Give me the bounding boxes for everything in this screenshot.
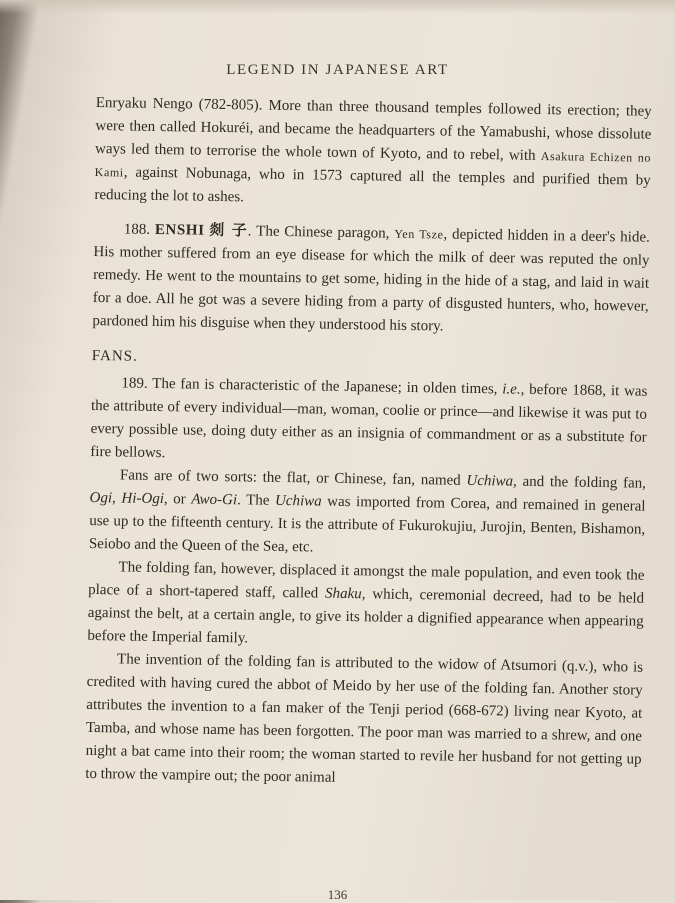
- entry-188-number: 188.: [123, 221, 151, 238]
- entry-188-kanji: 剡 子: [209, 220, 248, 240]
- fans-paragraph-4: The invention of the folding fan is attributed to the widow of Atsumori (q.v.), who is credited with having cured the abbot of Meido by her use of the folding fan. Another story attributes the invention to a fan maker of the Tenji period (668-672) living near Kyoto, at Tamba, and whose name has been forgotten. The poor man was married to a shrew, and one night a bat came into their room; the woman started to revile her husband for not getting up to throw the vampire out; the poor animal: [85, 651, 644, 786]
- entry-189-paragraph-1: [90, 372, 647, 473]
- ie-abbrev: i.e.,: [502, 381, 525, 398]
- fans-paragraph-3: [87, 556, 644, 657]
- term-shaku: Shaku: [324, 585, 362, 603]
- fans-p3-b: , which, ceremonial decreed, had to be held against the belt, at a certain angle, to give its holder a dignified appearance when appearing before the Imperial family.: [87, 586, 645, 647]
- entry-188-title: ENSHI: [154, 221, 205, 239]
- fans-p2-a: Fans are of two sorts: the flat, or Chinese, fan, named: [119, 467, 467, 489]
- entry-189-number: 189.: [121, 375, 148, 392]
- term-hi-ogi: Hi-Ogi: [121, 490, 165, 508]
- fans-p2-d: , or: [163, 491, 192, 508]
- entry-189-text-b: before 1868, it was the attribute of every individual—man, woman, coolie or prince—and likewise it was put to every possible use, doing duty either as an insignia of commandment or as a substitute for fire bellows.: [90, 381, 648, 462]
- fans-p2-f: was imported from Corea, and remained in general use up to the fifteenth century. It is the attribute of Fukurokujiu, Jurojin, Benten, Bishamon, Seiobo and the Queen of the Sea, etc.: [88, 493, 646, 556]
- entry-187-name: Asakura Echizen no Kami: [94, 148, 652, 180]
- entry-188-text-b: , depicted hidden in a deer's hide. His mother suffered from an eye disease for which the milk of deer was reputed the only remedy. He went to the mountains to get some, hiding in the hide of a stag, and laid in wait for a doe. All he got was a severe hiding from a party of disgusted hunters, who, however, pardoned him his disguise when they understood his story.: [92, 226, 650, 335]
- term-ogi: Ogi: [89, 489, 113, 507]
- term-uchiwa: Uchiwa: [466, 472, 514, 490]
- entry-189-text-a: The fan is characteristic of the Japanese; in olden times,: [147, 375, 503, 398]
- fans-p3-a: The folding fan, however, displaced it amongst the male population, and even took the place of a short-tapered staff, called: [88, 559, 645, 602]
- fans-p2-e: . The: [236, 492, 276, 509]
- page-body: [85, 92, 652, 795]
- entry-188-name: Yen Tsze: [394, 226, 444, 242]
- entry-187-text-a: Enryaku Nengo (782-805). More than three thousand temples followed its erection; they were then called Hokuréi, and became the headquarters of the Yamabushi, whose dissolute ways led them to terrorise the whole town of Kyoto, and to rebel, with: [94, 94, 652, 164]
- entry-188-text-a: . The Chinese paragon,: [247, 223, 395, 242]
- fans-p2-b: , and the folding fan,: [512, 473, 647, 492]
- section-heading-fans: FANS.: [91, 347, 138, 365]
- fans-p2-c: ,: [111, 490, 122, 507]
- entry-188: [92, 217, 650, 342]
- fans-paragraph-2: [89, 464, 646, 565]
- term-awo-gi: Awo-Gi: [191, 491, 238, 509]
- page-number: 136: [327, 887, 348, 902]
- page-top-edge: [0, 0, 675, 14]
- entry-187-tail: [94, 92, 652, 216]
- term-uchiwa-2: Uchiwa: [274, 492, 322, 510]
- entry-187-text-b: , against Nobunaga, who in 1573 captured all the temples and purified them by reducing the lot to ashes.: [94, 164, 651, 206]
- running-title: LEGEND IN JAPANESE ART: [226, 62, 449, 78]
